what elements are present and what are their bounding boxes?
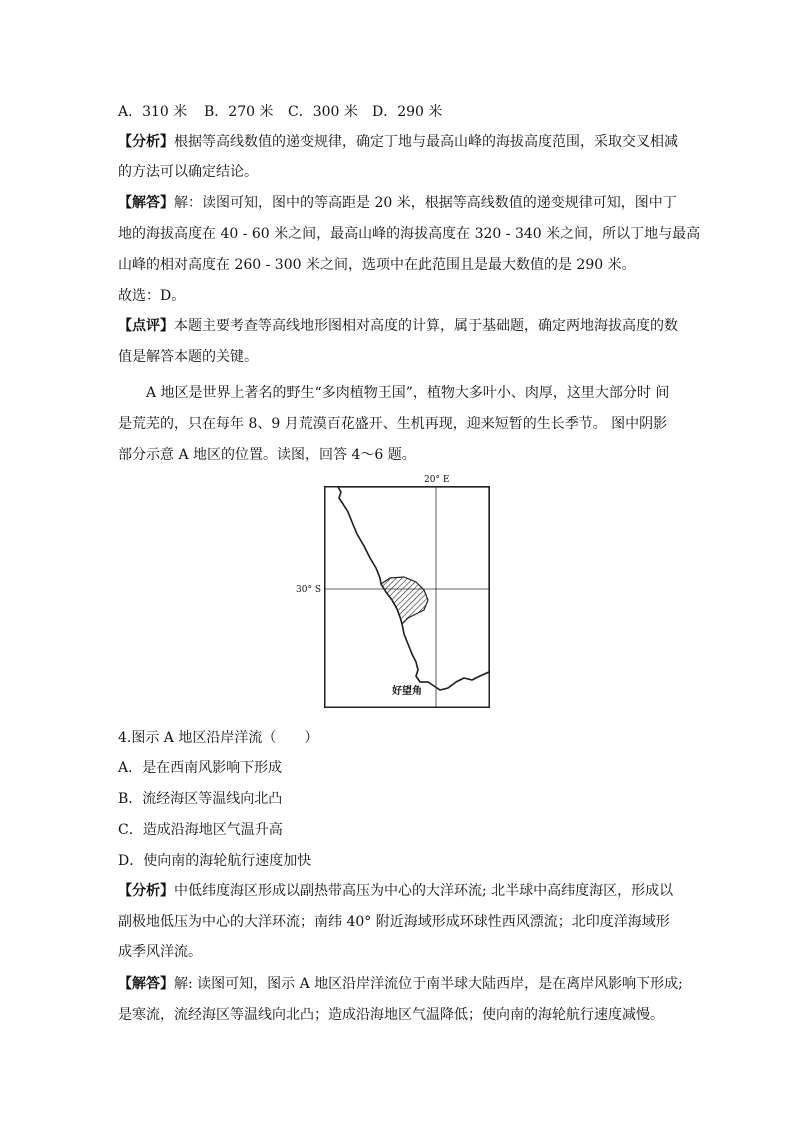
- q3-analysis-tag: 【分析】: [118, 134, 174, 150]
- passage-line-3: 部分示意 A 地区的位置。读图，回答 4～6 题。: [118, 447, 416, 463]
- q3-option-d: D．290 米: [372, 104, 443, 120]
- q4-option-b: B．流经海区等温线向北凸: [118, 791, 283, 807]
- q4-analysis-line-2: 副极地低压为中心的大洋环流；南纬 40° 附近海域形成环球性西风漂流；北印度洋海域形: [118, 914, 670, 930]
- q4-answer-tag: 【解答】: [118, 976, 174, 992]
- q3-option-b: B．270 米: [204, 104, 274, 120]
- q3-option-a: A．310 米: [118, 104, 188, 120]
- map-latitude-label: 30° S: [296, 585, 321, 595]
- q4-option-d: D．使向南的海轮航行速度加快: [118, 853, 312, 869]
- q3-analysis-line-1: 【分析】根据等高线数值的递变规律，确定丁地与最高山峰的海拔高度范围，采取交叉相减: [118, 134, 678, 150]
- q3-options: [118, 102, 442, 122]
- q3-answer-line-1: 【解答】解：读图可知，图中的等高距是 20 米，根据等高线数值的递变规律可知，图中丁: [118, 195, 677, 211]
- q3-answer-tag: 【解答】: [118, 195, 174, 211]
- q3-comment-line-2: 值是解答本题的关键。: [118, 349, 258, 365]
- q4-option-a: A．是在西南风影响下形成: [118, 760, 283, 776]
- q3-answer-line-3: 山峰的相对高度在 260 - 300 米之间，选项中在此范围且是最大数值的是 290 米。: [118, 257, 636, 273]
- q4-option-c: C．造成沿海地区气温升高: [118, 822, 283, 838]
- map-longitude-label: 20° E: [424, 475, 450, 485]
- q3-answer-choice: 故选：D。: [118, 288, 186, 304]
- q4-answer-line-1: 【解答】解: 读图可知，图示 A 地区沿岸洋流位于南半球大陆西岸，是在离岸风影响下形成;: [118, 976, 683, 992]
- q3-comment-line-1: 【点评】本题主要考查等高线地形图相对高度的计算，属于基础题，确定两地海拔高度的数: [118, 318, 678, 334]
- map-cape-label: 好望角: [392, 686, 422, 697]
- passage-line-2: 是荒芜的，只在每年 8、9 月荒漠百花盛开、生机再现，迎来短暂的生长季节。 图中阴影: [118, 416, 668, 432]
- q4-analysis-tag: 【分析】: [118, 883, 174, 899]
- q4-analysis-line-1: 【分析】中低纬度海区形成以副热带高压为中心的大洋环流; 北半球中高纬度海区，形成以: [118, 883, 674, 899]
- passage-line-1: A 地区是世界上著名的野生“多肉植物王国”，植物大多叶小、肉厚，这里大部分时 间: [146, 385, 670, 401]
- q4-analysis-line-3: 成季风洋流。: [118, 944, 202, 960]
- map-svg: [324, 486, 490, 708]
- q3-comment-tag: 【点评】: [118, 318, 174, 334]
- map-figure: [324, 486, 490, 708]
- q3-answer-line-2: 地的海拔高度在 40 - 60 米之间，最高山峰的海拔高度在 320 - 340 米之间，所以丁地与最高: [118, 226, 701, 242]
- q3-analysis-line-2: 的方法可以确定结论。: [118, 164, 258, 180]
- q3-option-c: C．300 米: [288, 104, 358, 120]
- q4-answer-line-2: 是寒流，流经海区等温线向北凸；造成沿海地区气温降低；使向南的海轮航行速度减慢。: [118, 1007, 664, 1023]
- q4-stem: 4.图示 A 地区沿岸洋流（ ）: [118, 730, 319, 746]
